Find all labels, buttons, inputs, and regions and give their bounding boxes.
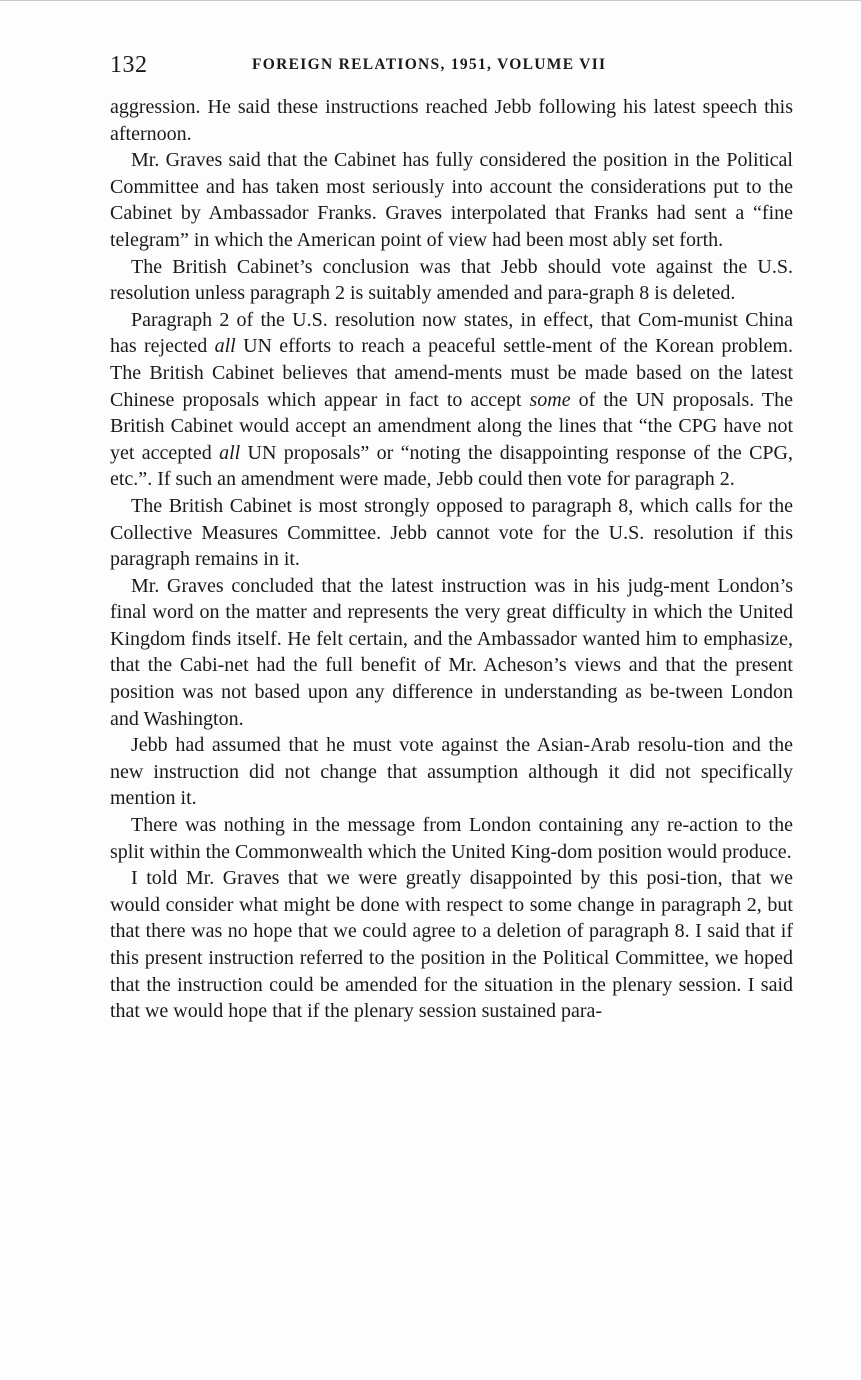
paragraph-5: The British Cabinet is most strongly opposed to paragraph 8, which calls for the Collective Measures Committee. Jebb cannot vote for the U.S. resolution if this paragraph remains in it.	[110, 494, 793, 571]
paragraph-6: Mr. Graves concluded that the latest instruction was in his judg-ment London’s final word on the matter and represents the very great difficulty in which the United Kingdom finds itself. He felt certain, and the Ambassador wanted him to emphasize, that the Cabi-net had the full benefit of Mr. Acheson’s views and that the present position was not based upon any difference in understanding as be-tween London and Washington.	[110, 574, 793, 730]
emphasis-all-1: all	[214, 335, 236, 358]
page-number: 132	[110, 52, 148, 78]
paragraph-4-part-4: UN proposals” or “noting the disappointing response of the CPG, etc.”. If such an amendment were made, Jebb could then vote for paragraph 2.	[110, 441, 793, 491]
paragraph-3: The British Cabinet’s conclusion was that Jebb should vote against the U.S. resolution unless paragraph 2 is suitably amended and para-graph 8 is deleted.	[110, 255, 793, 305]
page-top-edge	[0, 0, 861, 1]
emphasis-some: some	[529, 388, 571, 411]
paragraph-4-part-1: Paragraph 2 of the U.S. resolution now states, in effect, that Com-munist China has rejected	[110, 308, 793, 358]
running-head	[110, 52, 795, 82]
paragraph-4-part-2: UN efforts to reach a peaceful settle-ment of the Korean problem. The British Cabinet believes that amend-ments must be made based on the latest Chinese proposals which appear in fact to accept	[110, 335, 793, 411]
paragraph-4	[110, 307, 793, 493]
body-text	[110, 94, 793, 1025]
paragraph-7: Jebb had assumed that he must vote against the Asian-Arab resolu-tion and the new instruction did not change that assumption although it did not specifically mention it.	[110, 734, 793, 810]
running-title: FOREIGN RELATIONS, 1951, VOLUME VII	[252, 56, 607, 73]
emphasis-all-2: all	[219, 441, 241, 464]
paragraph-1: aggression. He said these instructions reached Jebb following his latest speech this afternoon.	[110, 96, 793, 145]
paragraph-4-part-3: of the UN proposals. The British Cabinet would accept an amendment along the lines that “the CPG have not yet accepted	[110, 388, 793, 464]
paragraph-8: There was nothing in the message from London containing any re-action to the split within the Commonwealth which the United King-dom position would produce.	[110, 814, 793, 863]
paragraph-9: I told Mr. Graves that we were greatly disappointed by this posi-tion, that we would consider what might be done with respect to some change in paragraph 2, but that there was no hope that we could agree to a deletion of paragraph 8. I said that if this present instruction referred to the position in the Political Committee, we hoped that the instruction could be amended for the situation in the plenary session. I said that we would hope that if the plenary session sustained para-	[110, 867, 793, 1023]
paragraph-2: Mr. Graves said that the Cabinet has fully considered the position in the Political Committee and has taken most seriously into account the considerations put to the Cabinet by Ambassador Franks. Graves interpolated that Franks had sent a “fine telegram” in which the American point of view had been most ably set forth.	[110, 149, 793, 251]
